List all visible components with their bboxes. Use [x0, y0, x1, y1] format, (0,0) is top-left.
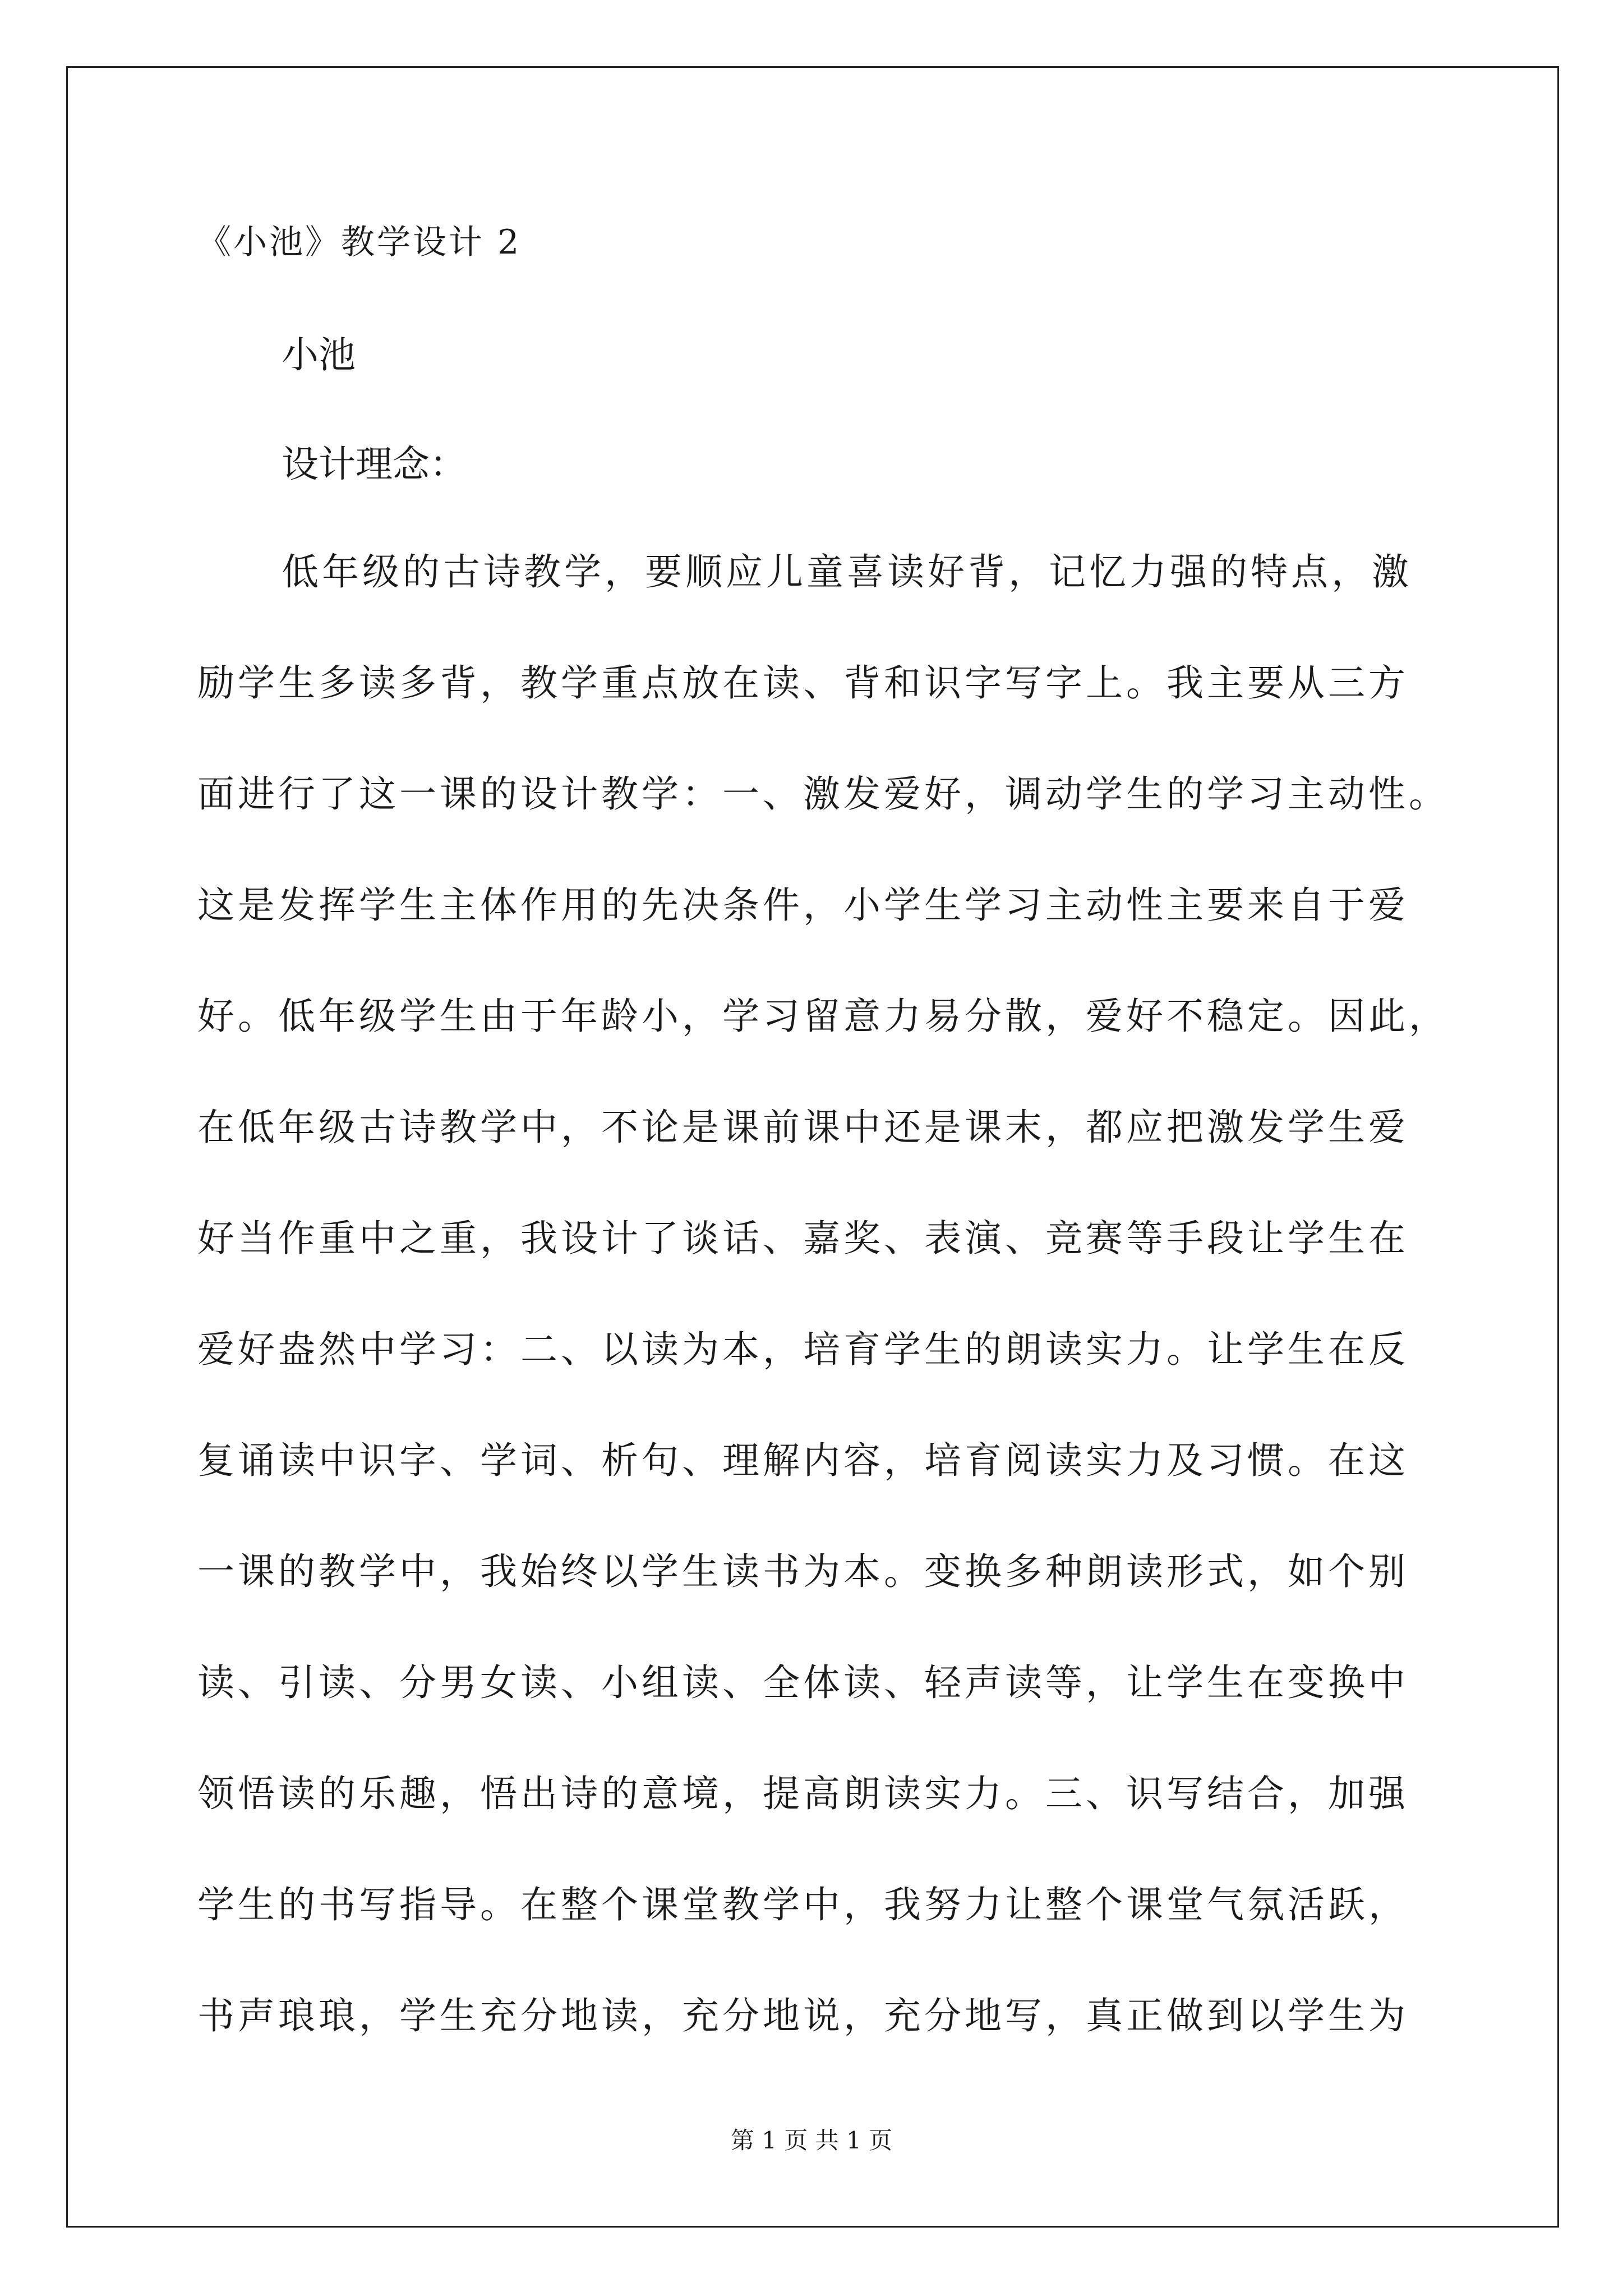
body-line: 好。低年级学生由于年龄小，学习留意力易分散，爱好不稳定。因此，: [197, 995, 1449, 1038]
body-line: 一课的教学中，我始终以学生读书为本。变换多种朗读形式，如个别: [197, 1550, 1409, 1593]
page-footer: 第 1 页 共 1 页: [730, 2127, 893, 2154]
body-line: 领悟读的乐趣，悟出诗的意境，提高朗读实力。三、识写结合，加强: [197, 1772, 1409, 1815]
document-title: 《小池》教学设计 2: [197, 223, 522, 262]
body-line: 面进行了这一课的设计教学：一、激发爱好，调动学生的学习主动性。: [197, 772, 1449, 816]
section-heading: 设计理念：: [282, 443, 467, 486]
body-line: 爱好盎然中学习：二、以读为本，培育学生的朗读实力。让学生在反: [197, 1328, 1409, 1371]
body-line: 这是发挥学生主体作用的先决条件，小学生学习主动性主要来自于爱: [197, 884, 1409, 927]
body-line: 在低年级古诗教学中，不论是课前课中还是课末，都应把激发学生爱: [197, 1106, 1409, 1149]
body-line: 学生的书写指导。在整个课堂教学中，我努力让整个课堂气氛活跃，: [197, 1883, 1409, 1926]
body-line: 读、引读、分男女读、小组读、全体读、轻声读等，让学生在变换中: [197, 1661, 1409, 1704]
body-line: 低年级的古诗教学，要顺应儿童喜读好背，记忆力强的特点，激: [282, 550, 1412, 593]
poem-title: 小池: [282, 333, 356, 376]
body-line: 励学生多读多背，教学重点放在读、背和识字写字上。我主要从三方: [197, 661, 1409, 705]
body-paragraph: [197, 544, 1465, 2099]
body-line: 好当作重中之重，我设计了谈话、嘉奖、表演、竞赛等手段让学生在: [197, 1217, 1409, 1260]
body-line: 复诵读中识字、学词、析句、理解内容，培育阅读实力及习惯。在这: [197, 1439, 1409, 1482]
body-line: 书声琅琅，学生充分地读，充分地说，充分地写，真正做到以学生为: [197, 1994, 1409, 2037]
